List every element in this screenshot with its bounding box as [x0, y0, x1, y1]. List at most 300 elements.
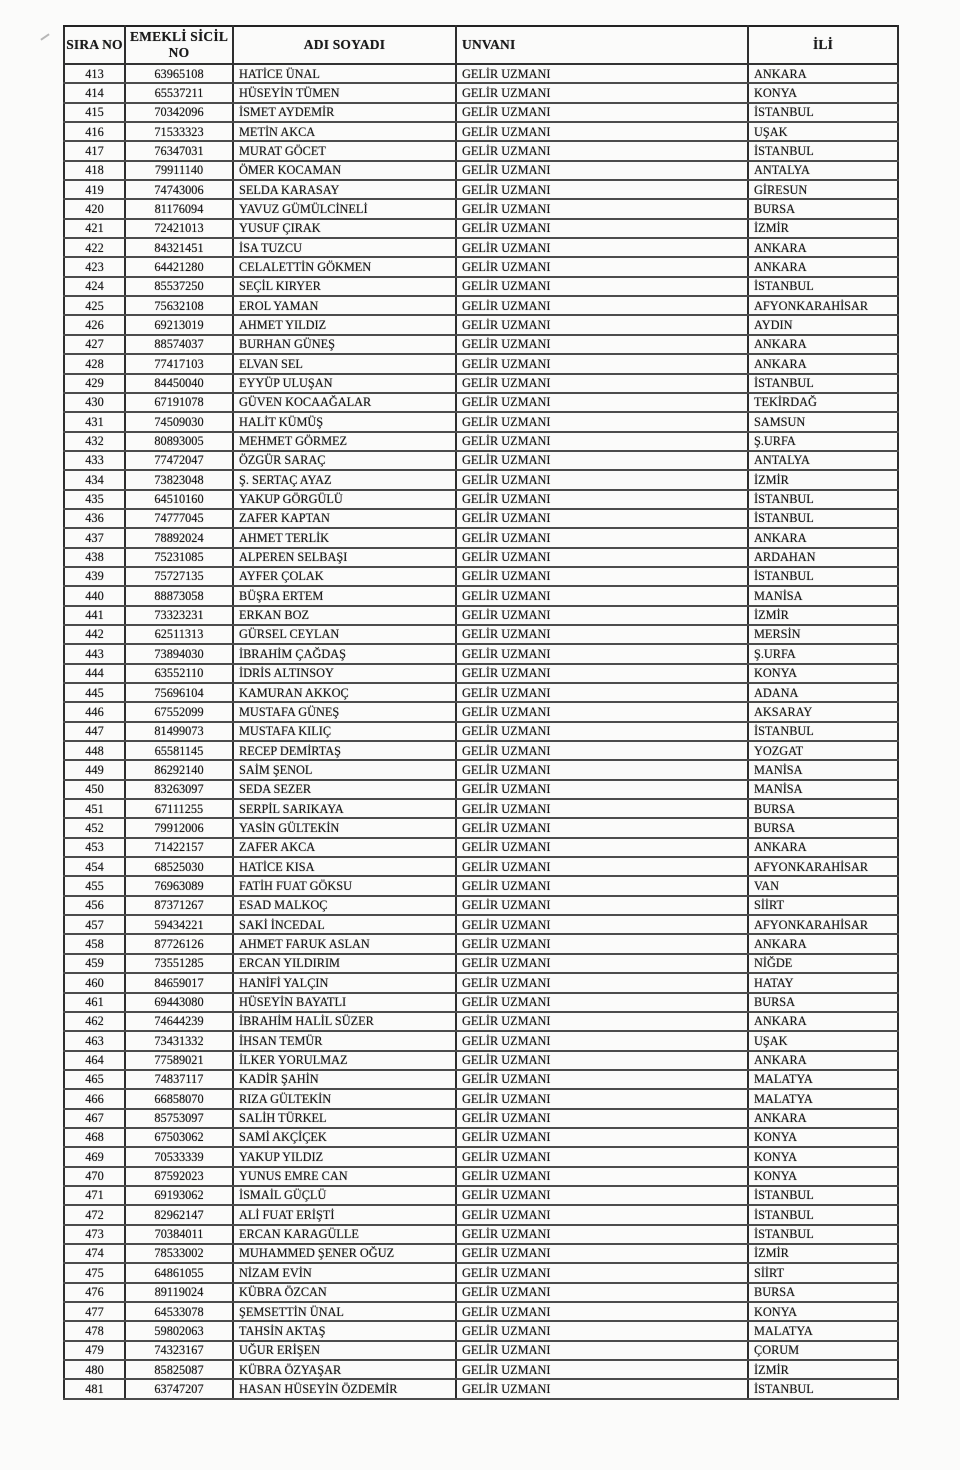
cell-city: MERSİN — [748, 625, 898, 644]
cell-name: KAMURAN AKKOÇ — [233, 683, 456, 702]
cell-title: GELİR UZMANI — [456, 896, 748, 915]
table-row — [64, 818, 898, 837]
cell-sira-no: 413 — [64, 64, 125, 83]
cell-city: GİRESUN — [748, 180, 898, 199]
cell-name: MURAT GÖCET — [233, 141, 456, 160]
cell-city: İZMİR — [748, 606, 898, 625]
cell-sira-no: 467 — [64, 1109, 125, 1128]
cell-sicil-no: 65537211 — [125, 83, 233, 102]
cell-sicil-no: 79912006 — [125, 818, 233, 837]
cell-sicil-no: 73431332 — [125, 1031, 233, 1050]
cell-sira-no: 451 — [64, 799, 125, 818]
cell-city: İSTANBUL — [748, 1205, 898, 1224]
cell-sira-no: 449 — [64, 760, 125, 779]
cell-sicil-no: 71533323 — [125, 122, 233, 141]
cell-name: YASİN GÜLTEKİN — [233, 818, 456, 837]
cell-city: SAMSUN — [748, 412, 898, 431]
cell-city: AFYONKARAHİSAR — [748, 915, 898, 934]
table-row — [64, 1031, 898, 1050]
cell-title: GELİR UZMANI — [456, 296, 748, 315]
cell-city: Ş.URFA — [748, 644, 898, 663]
cell-city: İSTANBUL — [748, 1225, 898, 1244]
cell-sicil-no: 80893005 — [125, 432, 233, 451]
cell-name: BURHAN GÜNEŞ — [233, 335, 456, 354]
column-header-sira-no: SIRA NO — [64, 26, 125, 64]
cell-name: SEÇİL KIRYER — [233, 277, 456, 296]
cell-city: BURSA — [748, 818, 898, 837]
cell-title: GELİR UZMANI — [456, 451, 748, 470]
cell-sira-no: 423 — [64, 257, 125, 276]
cell-name: MUSTAFA GÜNEŞ — [233, 702, 456, 721]
table-row — [64, 973, 898, 992]
cell-sira-no: 422 — [64, 238, 125, 257]
table-row — [64, 393, 898, 412]
cell-name: KADİR ŞAHİN — [233, 1070, 456, 1089]
cell-title: GELİR UZMANI — [456, 644, 748, 663]
table-row — [64, 122, 898, 141]
cell-city: ANKARA — [748, 838, 898, 857]
cell-sira-no: 428 — [64, 354, 125, 373]
cell-city: AYDIN — [748, 315, 898, 334]
cell-name: AHMET TERLİK — [233, 528, 456, 547]
cell-sicil-no: 88574037 — [125, 335, 233, 354]
cell-city: İZMİR — [748, 470, 898, 489]
cell-name: SAMİ AKÇİÇEK — [233, 1128, 456, 1147]
table-row — [64, 1128, 898, 1147]
table-row — [64, 219, 898, 238]
cell-title: GELİR UZMANI — [456, 1302, 748, 1321]
cell-title: GELİR UZMANI — [456, 722, 748, 741]
table-row — [64, 1379, 898, 1398]
cell-title: GELİR UZMANI — [456, 528, 748, 547]
cell-city: KONYA — [748, 1128, 898, 1147]
cell-sira-no: 465 — [64, 1070, 125, 1089]
cell-name: ALPEREN SELBAŞI — [233, 548, 456, 567]
cell-sicil-no: 75231085 — [125, 548, 233, 567]
table-row — [64, 180, 898, 199]
cell-title: GELİR UZMANI — [456, 180, 748, 199]
cell-title: GELİR UZMANI — [456, 760, 748, 779]
table-row — [64, 722, 898, 741]
cell-title: GELİR UZMANI — [456, 838, 748, 857]
cell-sicil-no: 73551285 — [125, 954, 233, 973]
cell-sira-no: 426 — [64, 315, 125, 334]
cell-sira-no: 463 — [64, 1031, 125, 1050]
cell-title: GELİR UZMANI — [456, 1012, 748, 1031]
cell-name: YAKUP GÖRGÜLÜ — [233, 490, 456, 509]
table-row — [64, 374, 898, 393]
table-row — [64, 354, 898, 373]
cell-city: BURSA — [748, 799, 898, 818]
cell-title: GELİR UZMANI — [456, 915, 748, 934]
cell-title: GELİR UZMANI — [456, 548, 748, 567]
cell-sicil-no: 74323167 — [125, 1341, 233, 1360]
cell-name: İSMAİL GÜÇLÜ — [233, 1186, 456, 1205]
cell-name: İHSAN TEMÜR — [233, 1031, 456, 1050]
cell-name: ŞEMSETTİN ÜNAL — [233, 1302, 456, 1321]
cell-name: EYYÜP ULUŞAN — [233, 374, 456, 393]
cell-sicil-no: 86292140 — [125, 760, 233, 779]
cell-name: ERCAN YILDIRIM — [233, 954, 456, 973]
table-row — [64, 432, 898, 451]
cell-sicil-no: 77589021 — [125, 1051, 233, 1070]
cell-city: KONYA — [748, 664, 898, 683]
cell-sicil-no: 85825087 — [125, 1360, 233, 1379]
header-row — [64, 26, 898, 64]
table-row — [64, 1244, 898, 1263]
cell-sicil-no: 66858070 — [125, 1089, 233, 1108]
cell-title: GELİR UZMANI — [456, 1321, 748, 1340]
cell-sira-no: 473 — [64, 1225, 125, 1244]
cell-title: GELİR UZMANI — [456, 1263, 748, 1282]
column-header-city: İLİ — [748, 26, 898, 64]
cell-name: HÜSEYİN BAYATLI — [233, 993, 456, 1012]
cell-sira-no: 436 — [64, 509, 125, 528]
table-row — [64, 1225, 898, 1244]
cell-title: GELİR UZMANI — [456, 393, 748, 412]
cell-title: GELİR UZMANI — [456, 335, 748, 354]
cell-city: ANKARA — [748, 238, 898, 257]
cell-name: ALİ FUAT ERİŞTİ — [233, 1205, 456, 1224]
cell-sicil-no: 59802063 — [125, 1321, 233, 1340]
cell-sicil-no: 63965108 — [125, 64, 233, 83]
cell-name: YUNUS EMRE CAN — [233, 1167, 456, 1186]
table-row — [64, 1070, 898, 1089]
cell-title: GELİR UZMANI — [456, 1051, 748, 1070]
cell-sicil-no: 87592023 — [125, 1167, 233, 1186]
cell-title: GELİR UZMANI — [456, 973, 748, 992]
cell-name: MUHAMMED ŞENER OĞUZ — [233, 1244, 456, 1263]
table-row — [64, 1263, 898, 1282]
cell-sira-no: 452 — [64, 818, 125, 837]
cell-title: GELİR UZMANI — [456, 1147, 748, 1166]
cell-title: GELİR UZMANI — [456, 1341, 748, 1360]
cell-title: GELİR UZMANI — [456, 315, 748, 334]
cell-name: SAİM ŞENOL — [233, 760, 456, 779]
cell-name: FATİH FUAT GÖKSU — [233, 876, 456, 895]
cell-sira-no: 425 — [64, 296, 125, 315]
cell-city: ARDAHAN — [748, 548, 898, 567]
cell-name: AHMET YILDIZ — [233, 315, 456, 334]
table-row — [64, 1205, 898, 1224]
table-row — [64, 161, 898, 180]
table-header — [64, 26, 898, 64]
cell-sira-no: 433 — [64, 451, 125, 470]
table-row — [64, 509, 898, 528]
table-row — [64, 702, 898, 721]
column-header-sicil-no: EMEKLİ SİCİL NO — [125, 26, 233, 64]
cell-sicil-no: 77417103 — [125, 354, 233, 373]
cell-city: MANİSA — [748, 760, 898, 779]
cell-name: YUSUF ÇIRAK — [233, 219, 456, 238]
cell-city: AKSARAY — [748, 702, 898, 721]
cell-sira-no: 454 — [64, 857, 125, 876]
table-row — [64, 644, 898, 663]
cell-title: GELİR UZMANI — [456, 1225, 748, 1244]
table-row — [64, 934, 898, 953]
cell-title: GELİR UZMANI — [456, 470, 748, 489]
cell-sicil-no: 87726126 — [125, 934, 233, 953]
cell-name: ZAFER AKCA — [233, 838, 456, 857]
cell-sicil-no: 74644239 — [125, 1012, 233, 1031]
cell-name: NİZAM EVİN — [233, 1263, 456, 1282]
cell-city: ÇORUM — [748, 1341, 898, 1360]
cell-sicil-no: 84450040 — [125, 374, 233, 393]
cell-sicil-no: 88873058 — [125, 586, 233, 605]
cell-title: GELİR UZMANI — [456, 83, 748, 102]
cell-city: KONYA — [748, 1167, 898, 1186]
cell-name: CELALETTİN GÖKMEN — [233, 257, 456, 276]
cell-sicil-no: 87371267 — [125, 896, 233, 915]
cell-name: UĞUR ERİŞEN — [233, 1341, 456, 1360]
cell-title: GELİR UZMANI — [456, 412, 748, 431]
cell-sira-no: 420 — [64, 199, 125, 218]
cell-sira-no: 464 — [64, 1051, 125, 1070]
cell-sicil-no: 69193062 — [125, 1186, 233, 1205]
cell-sira-no: 450 — [64, 780, 125, 799]
cell-city: İSTANBUL — [748, 277, 898, 296]
table-row — [64, 470, 898, 489]
cell-city: ANKARA — [748, 528, 898, 547]
cell-sicil-no: 78533002 — [125, 1244, 233, 1263]
cell-city: İSTANBUL — [748, 722, 898, 741]
cell-title: GELİR UZMANI — [456, 1360, 748, 1379]
cell-city: KONYA — [748, 1147, 898, 1166]
cell-sira-no: 474 — [64, 1244, 125, 1263]
cell-sira-no: 417 — [64, 141, 125, 160]
cell-sicil-no: 83263097 — [125, 780, 233, 799]
cell-city: ANTALYA — [748, 161, 898, 180]
cell-city: ADANA — [748, 683, 898, 702]
cell-sira-no: 419 — [64, 180, 125, 199]
table-row — [64, 64, 898, 83]
cell-city: İSTANBUL — [748, 1379, 898, 1398]
cell-title: GELİR UZMANI — [456, 993, 748, 1012]
cell-name: ELVAN SEL — [233, 354, 456, 373]
cell-city: MALATYA — [748, 1089, 898, 1108]
cell-sira-no: 445 — [64, 683, 125, 702]
cell-sira-no: 472 — [64, 1205, 125, 1224]
cell-city: İSTANBUL — [748, 141, 898, 160]
cell-sicil-no: 70533339 — [125, 1147, 233, 1166]
cell-sira-no: 480 — [64, 1360, 125, 1379]
cell-city: İSTANBUL — [748, 374, 898, 393]
cell-title: GELİR UZMANI — [456, 741, 748, 760]
cell-sicil-no: 75696104 — [125, 683, 233, 702]
cell-sicil-no: 72421013 — [125, 219, 233, 238]
column-header-title: UNVANI — [456, 26, 748, 64]
cell-name: SEDA SEZER — [233, 780, 456, 799]
cell-name: GÜRSEL CEYLAN — [233, 625, 456, 644]
cell-city: SİİRT — [748, 1263, 898, 1282]
cell-city: İZMİR — [748, 219, 898, 238]
cell-sicil-no: 84659017 — [125, 973, 233, 992]
cell-title: GELİR UZMANI — [456, 1205, 748, 1224]
cell-title: GELİR UZMANI — [456, 799, 748, 818]
cell-city: TEKİRDAĞ — [748, 393, 898, 412]
cell-city: BURSA — [748, 993, 898, 1012]
table-row — [64, 1089, 898, 1108]
cell-sira-no: 435 — [64, 490, 125, 509]
cell-title: GELİR UZMANI — [456, 934, 748, 953]
cell-sicil-no: 85537250 — [125, 277, 233, 296]
cell-sira-no: 447 — [64, 722, 125, 741]
cell-sira-no: 462 — [64, 1012, 125, 1031]
cell-sicil-no: 81176094 — [125, 199, 233, 218]
cell-title: GELİR UZMANI — [456, 876, 748, 895]
table-row — [64, 1360, 898, 1379]
cell-name: ERCAN KARAGÜLLE — [233, 1225, 456, 1244]
cell-sicil-no: 73823048 — [125, 470, 233, 489]
table-row — [64, 199, 898, 218]
cell-name: ÖMER KOCAMAN — [233, 161, 456, 180]
cell-name: KÜBRA ÖZYAŞAR — [233, 1360, 456, 1379]
table-row — [64, 567, 898, 586]
table-row — [64, 238, 898, 257]
table-row — [64, 1321, 898, 1340]
cell-sicil-no: 73894030 — [125, 644, 233, 663]
cell-sicil-no: 75632108 — [125, 296, 233, 315]
cell-sicil-no: 74509030 — [125, 412, 233, 431]
cell-city: ANKARA — [748, 64, 898, 83]
table-row — [64, 490, 898, 509]
table-row — [64, 683, 898, 702]
cell-name: HASAN HÜSEYİN ÖZDEMİR — [233, 1379, 456, 1398]
cell-title: GELİR UZMANI — [456, 1089, 748, 1108]
cell-city: SİİRT — [748, 896, 898, 915]
cell-name: İSA TUZCU — [233, 238, 456, 257]
cell-sira-no: 415 — [64, 103, 125, 122]
cell-name: SELDA KARASAY — [233, 180, 456, 199]
table-row — [64, 625, 898, 644]
cell-city: ANKARA — [748, 354, 898, 373]
table-row — [64, 857, 898, 876]
cell-sicil-no: 67552099 — [125, 702, 233, 721]
cell-sicil-no: 76347031 — [125, 141, 233, 160]
cell-title: GELİR UZMANI — [456, 586, 748, 605]
cell-sira-no: 439 — [64, 567, 125, 586]
cell-sira-no: 427 — [64, 335, 125, 354]
cell-sira-no: 479 — [64, 1341, 125, 1360]
cell-sira-no: 443 — [64, 644, 125, 663]
table-row — [64, 296, 898, 315]
cell-name: RECEP DEMİRTAŞ — [233, 741, 456, 760]
cell-sicil-no: 79911140 — [125, 161, 233, 180]
cell-name: MEHMET GÖRMEZ — [233, 432, 456, 451]
cell-sicil-no: 85753097 — [125, 1109, 233, 1128]
cell-sira-no: 477 — [64, 1302, 125, 1321]
cell-city: İSTANBUL — [748, 490, 898, 509]
cell-sira-no: 466 — [64, 1089, 125, 1108]
cell-title: GELİR UZMANI — [456, 1031, 748, 1050]
cell-title: GELİR UZMANI — [456, 257, 748, 276]
cell-sicil-no: 64861055 — [125, 1263, 233, 1282]
table-row — [64, 257, 898, 276]
cell-city: BURSA — [748, 199, 898, 218]
cell-title: GELİR UZMANI — [456, 702, 748, 721]
cell-name: ZAFER KAPTAN — [233, 509, 456, 528]
cell-title: GELİR UZMANI — [456, 141, 748, 160]
cell-name: İSMET AYDEMİR — [233, 103, 456, 122]
cell-city: MANİSA — [748, 586, 898, 605]
cell-sira-no: 444 — [64, 664, 125, 683]
cell-title: GELİR UZMANI — [456, 567, 748, 586]
cell-city: İSTANBUL — [748, 1186, 898, 1205]
table-row — [64, 780, 898, 799]
cell-city: ANKARA — [748, 1109, 898, 1128]
cell-title: GELİR UZMANI — [456, 1186, 748, 1205]
cell-name: ÖZGÜR SARAÇ — [233, 451, 456, 470]
cell-name: SERPİL SARIKAYA — [233, 799, 456, 818]
table-row — [64, 1012, 898, 1031]
cell-city: ANKARA — [748, 1012, 898, 1031]
table-row — [64, 277, 898, 296]
cell-city: UŞAK — [748, 1031, 898, 1050]
table-row — [64, 915, 898, 934]
cell-name: AYFER ÇOLAK — [233, 567, 456, 586]
cell-city: Ş.URFA — [748, 432, 898, 451]
cell-sira-no: 453 — [64, 838, 125, 857]
cell-city: ANKARA — [748, 934, 898, 953]
table-row — [64, 412, 898, 431]
table-row — [64, 664, 898, 683]
cell-sira-no: 430 — [64, 393, 125, 412]
cell-sicil-no: 71422157 — [125, 838, 233, 857]
cell-title: GELİR UZMANI — [456, 1167, 748, 1186]
cell-city: İZMİR — [748, 1244, 898, 1263]
cell-sira-no: 461 — [64, 993, 125, 1012]
scan-artifact — [40, 33, 49, 40]
cell-city: İSTANBUL — [748, 567, 898, 586]
table-row — [64, 1051, 898, 1070]
cell-sira-no: 455 — [64, 876, 125, 895]
table-row — [64, 993, 898, 1012]
cell-title: GELİR UZMANI — [456, 1070, 748, 1089]
cell-city: NİĞDE — [748, 954, 898, 973]
table-row — [64, 548, 898, 567]
table-row — [64, 1302, 898, 1321]
cell-sira-no: 429 — [64, 374, 125, 393]
cell-name: GÜVEN KOCAAĞALAR — [233, 393, 456, 412]
table-row — [64, 1186, 898, 1205]
cell-sicil-no: 65581145 — [125, 741, 233, 760]
cell-title: GELİR UZMANI — [456, 199, 748, 218]
cell-sira-no: 437 — [64, 528, 125, 547]
table-row — [64, 896, 898, 915]
cell-city: AFYONKARAHİSAR — [748, 296, 898, 315]
cell-name: KÜBRA ÖZCAN — [233, 1283, 456, 1302]
cell-city: VAN — [748, 876, 898, 895]
cell-sicil-no: 64533078 — [125, 1302, 233, 1321]
cell-city: MALATYA — [748, 1321, 898, 1340]
cell-sira-no: 457 — [64, 915, 125, 934]
cell-name: İLKER YORULMAZ — [233, 1051, 456, 1070]
cell-sira-no: 469 — [64, 1147, 125, 1166]
cell-name: HANİFİ YALÇIN — [233, 973, 456, 992]
cell-name: METİN AKCA — [233, 122, 456, 141]
cell-sicil-no: 73323231 — [125, 606, 233, 625]
cell-name: YAVUZ GÜMÜLCİNELİ — [233, 199, 456, 218]
cell-title: GELİR UZMANI — [456, 374, 748, 393]
cell-name: AHMET FARUK ASLAN — [233, 934, 456, 953]
cell-sicil-no: 70342096 — [125, 103, 233, 122]
cell-name: ERKAN BOZ — [233, 606, 456, 625]
cell-city: İZMİR — [748, 1360, 898, 1379]
cell-sicil-no: 67111255 — [125, 799, 233, 818]
cell-sira-no: 446 — [64, 702, 125, 721]
table-row — [64, 741, 898, 760]
cell-city: YOZGAT — [748, 741, 898, 760]
